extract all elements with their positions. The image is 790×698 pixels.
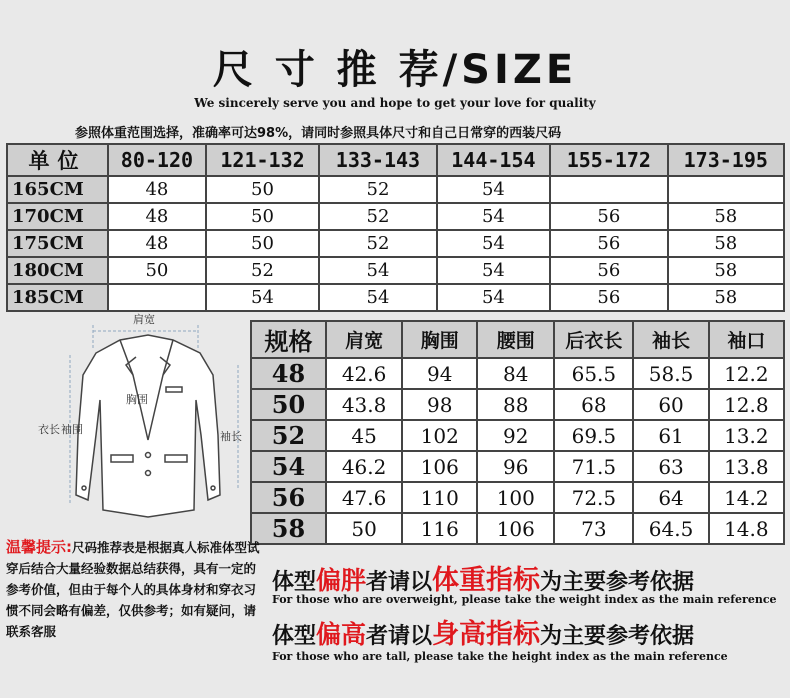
table-cell: 54 (206, 284, 320, 311)
label-chest: 胸围 (126, 393, 148, 406)
table-cell: 12.2 (709, 358, 784, 389)
table-cell: 52 (319, 230, 436, 257)
guide2-index: 身高指标 (432, 619, 541, 650)
table-cell: 42.6 (326, 358, 402, 389)
tip-body: 尺码推荐表是根据真人标准体型试穿后结合大量经验数据总结获得，具有一定的参考价值，但由于每个人的具体身材和穿衣习惯不同会略有偏差，仅供参考；如有疑问，请联系客服 (6, 540, 260, 639)
column-header: 133-143 (319, 144, 436, 176)
tip-title: 温馨提示: (6, 538, 72, 556)
table-cell: 63 (633, 451, 708, 482)
table-cell: 72.5 (554, 482, 633, 513)
table-cell: 58 (668, 284, 784, 311)
column-header: 袖口 (709, 321, 784, 358)
table-cell: 45 (326, 420, 402, 451)
guide1-prefix: 体型 (272, 570, 317, 595)
table-header-row (7, 144, 784, 176)
table-cell: 50 (206, 203, 320, 230)
table-cell: 48 (108, 230, 206, 257)
column-header: 腰围 (477, 321, 554, 358)
column-header: 袖长 (633, 321, 708, 358)
table-cell: 110 (402, 482, 477, 513)
table-cell: 92 (477, 420, 554, 451)
table-row (251, 358, 784, 389)
column-header: 后衣长 (554, 321, 633, 358)
weight-height-size-table (6, 143, 785, 312)
table-cell: 48 (108, 203, 206, 230)
table-cell: 52 (319, 203, 436, 230)
warm-tip (6, 537, 264, 642)
guide2-prefix: 体型 (272, 624, 317, 649)
table-cell: 71.5 (554, 451, 633, 482)
table-cell: 56 (550, 203, 667, 230)
guide-overweight (272, 558, 694, 597)
guide2-mid: 者请以 (366, 624, 433, 649)
row-header: 54 (251, 451, 326, 482)
guide-tall (272, 612, 694, 651)
row-header: 58 (251, 513, 326, 544)
guide1-mid: 者请以 (366, 570, 433, 595)
guide1-english: For those who are overweight, please take the weight index as the main reference (272, 593, 777, 606)
table-cell: 102 (402, 420, 477, 451)
table-cell: 58 (668, 230, 784, 257)
table-cell: 14.8 (709, 513, 784, 544)
table-cell: 94 (402, 358, 477, 389)
table-cell: 52 (206, 257, 320, 284)
table-cell: 54 (319, 284, 436, 311)
column-header: 80-120 (108, 144, 206, 176)
table-row (7, 176, 784, 203)
guide2-key: 偏高 (316, 620, 367, 649)
garment-measurement-table (250, 320, 785, 545)
table-cell: 12.8 (709, 389, 784, 420)
table-cell: 54 (437, 284, 551, 311)
table-header-row (251, 321, 784, 358)
table-cell: 50 (108, 257, 206, 284)
table-cell: 52 (319, 176, 436, 203)
row-header: 56 (251, 482, 326, 513)
label-sleeve: 袖长 (220, 430, 242, 443)
page-title: 尺 寸 推 荐/SIZE (212, 47, 578, 93)
table-cell: 48 (108, 176, 206, 203)
table-cell: 50 (206, 230, 320, 257)
table-cell: 96 (477, 451, 554, 482)
row-header: 52 (251, 420, 326, 451)
table-cell: 58 (668, 203, 784, 230)
table-cell: 65.5 (554, 358, 633, 389)
table-cell: 84 (477, 358, 554, 389)
table-cell: 106 (477, 513, 554, 544)
subtitle: We sincerely serve you and hope to get your love for quality (194, 96, 596, 110)
table-cell (550, 176, 667, 203)
label-length: 衣长 (38, 423, 60, 436)
table-cell: 73 (554, 513, 633, 544)
column-header: 肩宽 (326, 321, 402, 358)
table-cell: 56 (550, 284, 667, 311)
table-row (7, 203, 784, 230)
table-cell: 14.2 (709, 482, 784, 513)
table-cell: 50 (206, 176, 320, 203)
column-header: 规格 (251, 321, 326, 358)
table-cell: 64 (633, 482, 708, 513)
table-cell: 46.2 (326, 451, 402, 482)
guide2-english: For those who are tall, please take the height index as the main reference (272, 650, 728, 663)
table-cell: 50 (326, 513, 402, 544)
table-cell: 13.2 (709, 420, 784, 451)
guide2-suffix: 为主要参考依据 (540, 624, 695, 649)
table-cell: 98 (402, 389, 477, 420)
row-header: 180CM (7, 257, 108, 284)
table-cell: 61 (633, 420, 708, 451)
row-header: 165CM (7, 176, 108, 203)
table-cell: 58 (668, 257, 784, 284)
table-row (251, 451, 784, 482)
table-cell (668, 176, 784, 203)
column-header: 155-172 (550, 144, 667, 176)
column-header: 121-132 (206, 144, 320, 176)
table-cell: 56 (550, 230, 667, 257)
column-header: 173-195 (668, 144, 784, 176)
row-header: 48 (251, 358, 326, 389)
table-row (251, 420, 784, 451)
table-row (7, 230, 784, 257)
row-header: 170CM (7, 203, 108, 230)
table-cell: 54 (437, 176, 551, 203)
guide1-index: 体重指标 (432, 565, 541, 596)
label-shoulder: 肩宽 (133, 313, 155, 326)
table-cell: 116 (402, 513, 477, 544)
row-header: 185CM (7, 284, 108, 311)
table-cell: 47.6 (326, 482, 402, 513)
table-cell: 54 (437, 230, 551, 257)
guide1-key: 偏胖 (316, 566, 367, 595)
table-cell: 64.5 (633, 513, 708, 544)
table-row (251, 513, 784, 544)
guide1-suffix: 为主要参考依据 (540, 570, 695, 595)
table-cell: 88 (477, 389, 554, 420)
jacket-diagram (8, 305, 248, 530)
table-cell: 54 (437, 203, 551, 230)
table-cell: 68 (554, 389, 633, 420)
column-header: 单位 (7, 144, 108, 176)
table-cell: 69.5 (554, 420, 633, 451)
table-cell: 54 (437, 257, 551, 284)
table-cell: 60 (633, 389, 708, 420)
table-row (251, 389, 784, 420)
column-header: 胸围 (402, 321, 477, 358)
row-header: 50 (251, 389, 326, 420)
reference-note: 参照体重范围选择，准确率可达98%，请同时参照具体尺寸和自己日常穿的西装尺码 (75, 126, 562, 141)
table-cell: 100 (477, 482, 554, 513)
table-cell: 106 (402, 451, 477, 482)
table-cell: 58.5 (633, 358, 708, 389)
table-cell: 54 (319, 257, 436, 284)
table-cell: 13.8 (709, 451, 784, 482)
column-header: 144-154 (437, 144, 551, 176)
table-row (251, 482, 784, 513)
row-header: 175CM (7, 230, 108, 257)
table-row (7, 257, 784, 284)
table-cell: 56 (550, 257, 667, 284)
table-cell: 43.8 (326, 389, 402, 420)
label-waist: 袖围 (61, 423, 83, 436)
